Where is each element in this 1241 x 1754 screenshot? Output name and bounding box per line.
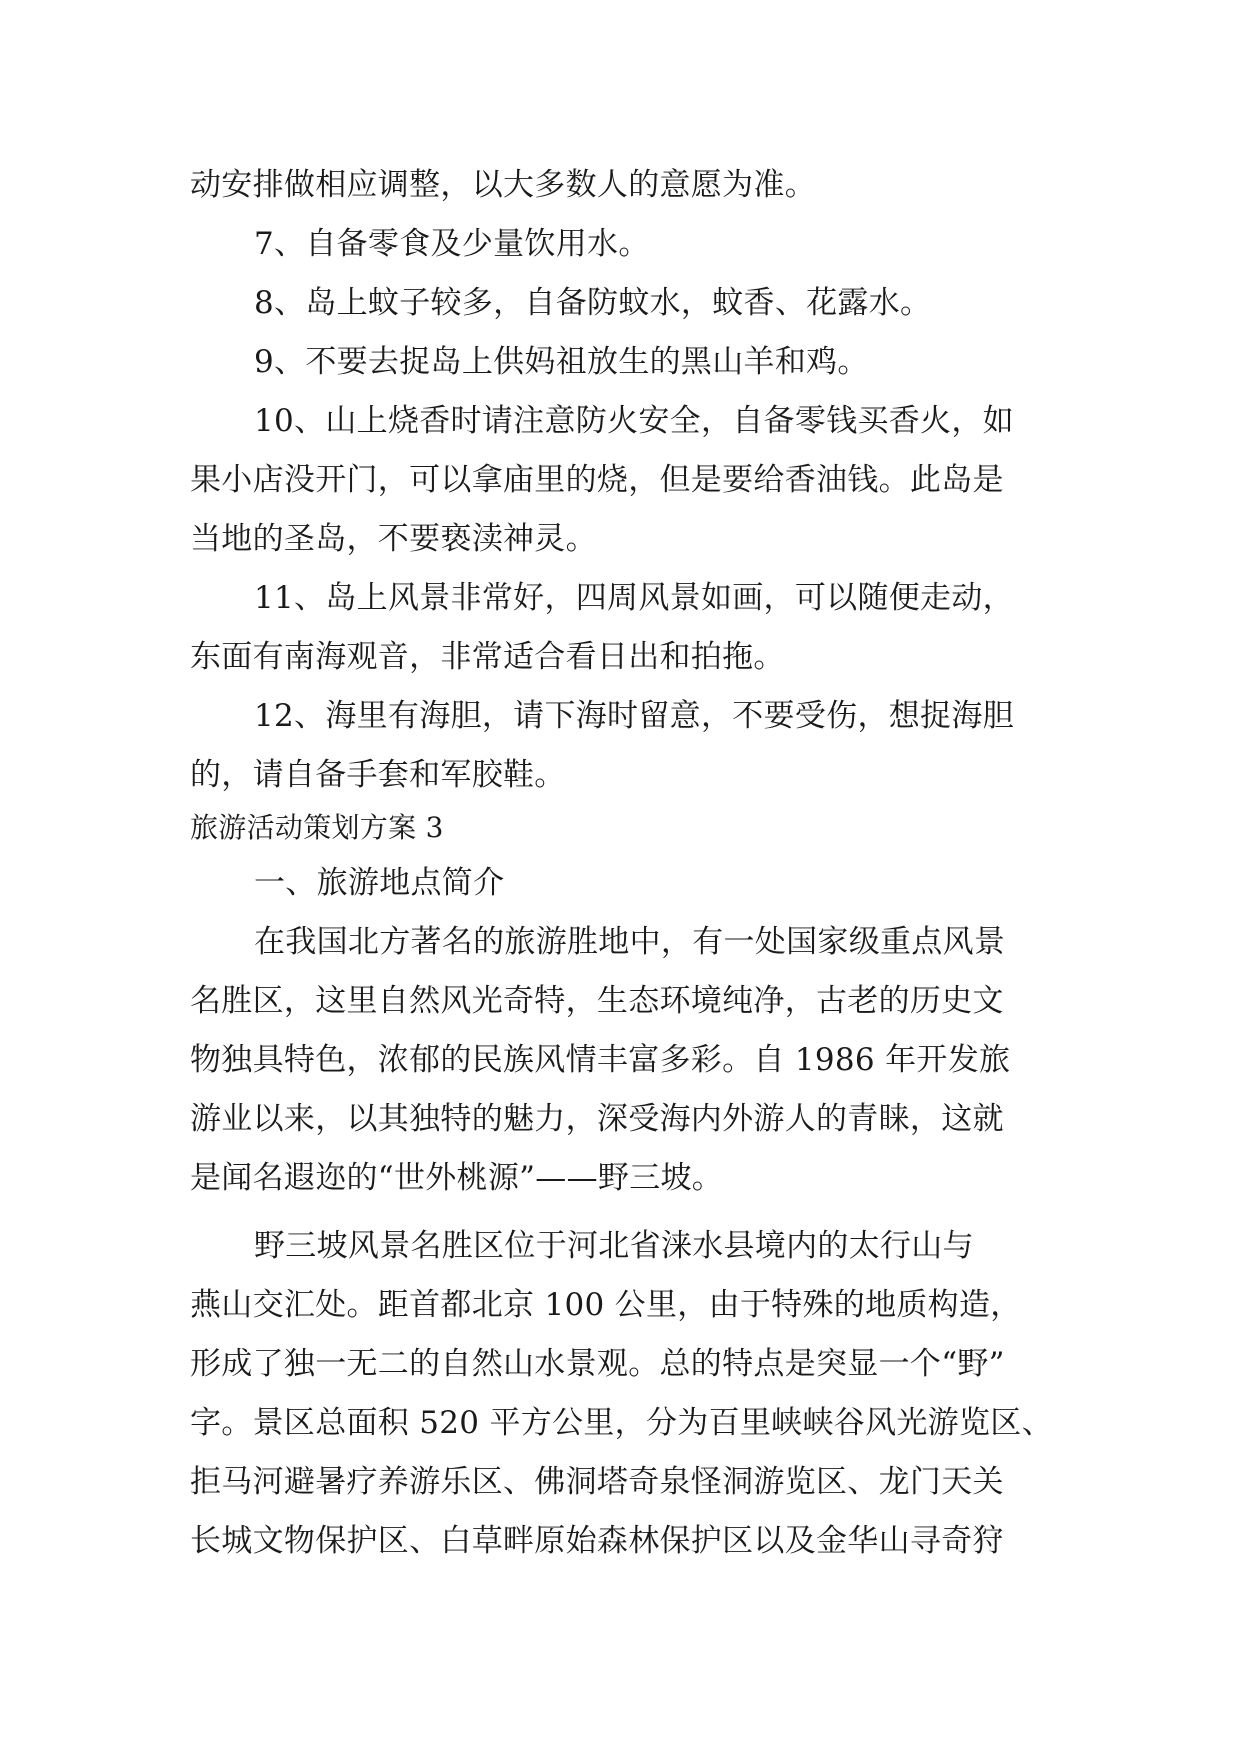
paragraph-line: 燕山交汇处。距首都北京 100 公里，由于特殊的地质构造， [190,1287,1022,1323]
list-item-12: 12、海里有海胆，请下海时留意，不要受伤，想捉海胆 [254,698,1014,734]
paragraph-line: 形成了独一无二的自然山水景观。总的特点是突显一个“野” [190,1346,1005,1382]
paragraph-line: 是闻名遐迩的“世外桃源”——野三坡。 [190,1160,724,1196]
section-title: 旅游活动策划方案 3 [190,811,444,844]
list-item-11: 11、岛上风景非常好，四周风景如画，可以随便走动， [254,580,1014,616]
list-item-9: 9、不要去捉岛上供妈祖放生的黑山羊和鸡。 [254,344,869,380]
list-item-10: 10、山上烧香时请注意防火安全，自备零钱买香火，如 [254,403,1014,439]
paragraph-line: 的，请自备手套和军胶鞋。 [190,757,566,793]
paragraph-line: 物独具特色，浓郁的民族风情丰富多彩。自 1986 年开发旅 [190,1042,1011,1078]
list-item-8: 8、岛上蚊子较多，自备防蚊水，蚊香、花露水。 [254,285,932,321]
paragraph-line: 游业以来，以其独特的魅力，深受海内外游人的青睐，这就 [190,1101,1004,1137]
paragraph-line: 名胜区，这里自然风光奇特，生态环境纯净，古老的历史文 [190,983,1004,1019]
paragraph-line: 字。景区总面积 520 平方公里，分为百里峡峡谷风光游览区、 [190,1405,1053,1441]
list-item-7: 7、自备零食及少量饮用水。 [254,226,650,262]
paragraph-line: 动安排做相应调整，以大多数人的意愿为准。 [190,167,816,203]
subsection-heading: 一、旅游地点简介 [254,865,505,901]
paragraph-line: 长城文物保护区、白草畔原始森林保护区以及金华山寻奇狩 [190,1523,1004,1559]
paragraph-line: 拒马河避暑疗养游乐区、佛洞塔奇泉怪洞游览区、龙门天关 [190,1464,1004,1500]
paragraph-line: 东面有南海观音，非常适合看日出和拍拖。 [190,639,785,675]
paragraph-line: 当地的圣岛，不要亵渎神灵。 [190,521,597,557]
paragraph-line: 在我国北方著名的旅游胜地中，有一处国家级重点风景 [254,924,1006,960]
paragraph-line: 果小店没开门，可以拿庙里的烧，但是要给香油钱。此岛是 [190,462,1004,498]
paragraph-line: 野三坡风景名胜区位于河北省涞水县境内的太行山与 [254,1228,974,1264]
